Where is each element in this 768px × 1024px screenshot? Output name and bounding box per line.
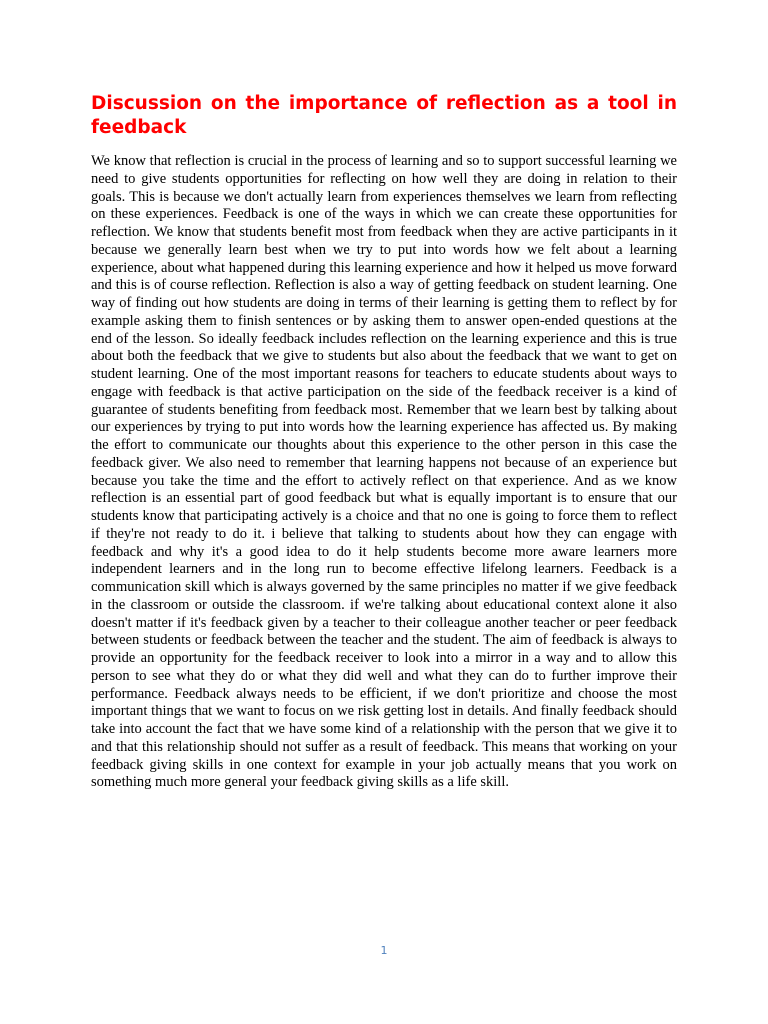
document-title: Discussion on the importance of reflection as a tool in feedback: [91, 93, 677, 138]
page-number: 1: [380, 944, 388, 957]
body-paragraph: We know that reflection is crucial in the process of learning and so to support successful learning we need to give students opportunities for reflecting on how well they are doing in relation to their goals. This is because we don't actually learn from experiences themselves we learn from reflecting on these experiences. Feedback is one of the ways in which we can create these opportunities for reflection. We know that students benefit most from feedback when they are active participants in it because we generally learn best when we try to put into words how we felt about a learning experience, about what happened during this learning experience and how it helped us move forward and this is of course reflection. Reflection is also a way of getting feedback on student learning. One way of finding out how students are doing in terms of their learning is getting them to reflect by for example asking them to finish sentences or by asking them to answer open-ended questions at the end of the lesson. So ideally feedback includes reflection on the learning experience and this is true about both the feedback that we give to students but also about the feedback that we want to get on student learning. One of the most important reasons for teachers to educate students about ways to engage with feedback is that active participation on the side of the feedback receiver is a kind of guarantee of students benefiting from feedback most. Remember that we learn best by talking about our experiences by trying to put into words how the learning experience has affected us. By making the effort to communicate our thoughts about this experience to the other person in this case the feedback giver. We also need to remember that learning happens not because of an experience but because you take the time and the effort to actively reflect on that experience. And as we know reflection is an essential part of good feedback but what is equally important is to ensure that our students know that participating actively is a choice and that no one is going to force them to reflect if they're not ready to do it. i believe that talking to students about how they can engage with feedback and why it's a good idea to do it help students become more aware learners more independent learners and in the long run to become effective lifelong learners. Feedback is a communication skill which is always governed by the same principles no matter if we give feedback in the classroom or outside the classroom. if we're talking about educational context alone it also doesn't matter if it's feedback given by a teacher to their colleague another teacher or peer feedback between students or feedback between the teacher and the student. The aim of feedback is always to provide an opportunity for the feedback receiver to look into a mirror in a way and to allow this person to see what they do or what they did well and what they can do to further improve their performance. Feedback always needs to be efficient, if we don't prioritize and choose the most important things that we want to focus on we risk getting lost in details. And finally feedback should take into account the fact that we have some kind of a relationship with the person that we give it to and that this relationship should not suffer as a result of feedback. This means that working on your feedback giving skills in one context for example in your job actually means that you work on something much more general your feedback giving skills as a life skill.: [91, 153, 677, 791]
